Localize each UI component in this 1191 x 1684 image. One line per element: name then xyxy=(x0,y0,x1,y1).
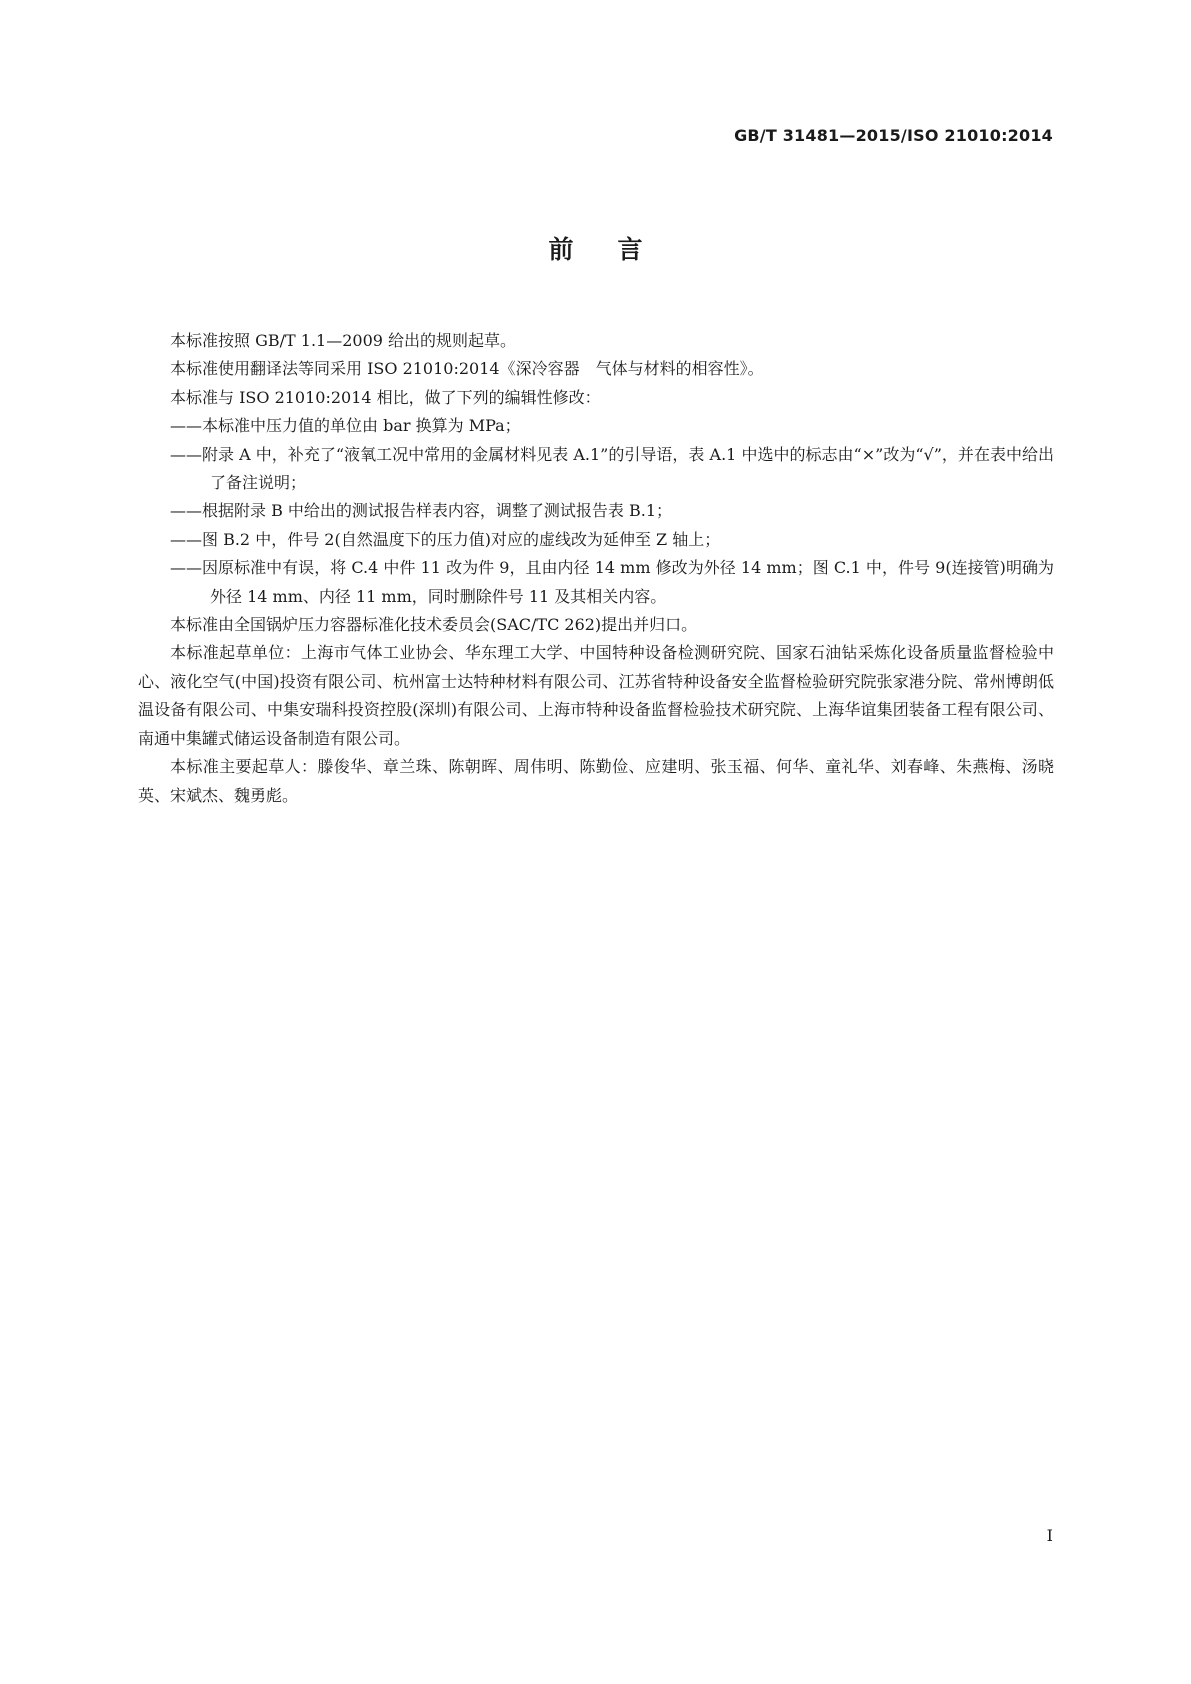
change-item-figure-b2: ——图 B.2 中，件号 2(自然温度下的压力值)对应的虚线改为延伸至 Z 轴上； xyxy=(170,529,721,549)
paragraph-changes-intro: 本标准与 ISO 21010:2014 相比，做了下列的编辑性修改： xyxy=(170,387,601,407)
foreword-body xyxy=(138,327,1054,810)
change-item-pressure-unit: ——本标准中压力值的单位由 bar 换算为 MPa； xyxy=(170,416,521,436)
paragraph-drafting-units: 本标准起草单位：上海市气体工业协会、华东理工大学、中国特种设备检测研究院、国家石油钻采炼化设备质量监督检验中心、液化空气(中国)投资有限公司、杭州富士达特种材料有限公司、江苏省特种设备安全监督检验研究院张家港分院、常州博朗低温设备有限公司、中集安瑞科投资控股(深圳)有限公司、上海市特种设备监督检验技术研究院、上海华谊集团装备工程有限公司、南通中集罐式储运设备制造有限公司。 xyxy=(138,643,1054,748)
change-item-test-report: ——根据附录 B 中给出的测试报告样表内容，调整了测试报告表 B.1； xyxy=(170,501,673,521)
paragraph-drafting-rules: 本标准按照 GB/T 1.1—2009 给出的规则起草。 xyxy=(170,331,517,350)
change-item-annex-a: ——附录 A 中，补充了“液氧工况中常用的金属材料见表 A.1”的引导语，表 A.1 中选中的标志由“×”改为“√”，并在表中给出了备注说明； xyxy=(170,444,1054,493)
paragraph-proposer: 本标准由全国锅炉压力容器标准化技术委员会(SAC/TC 262)提出并归口。 xyxy=(170,615,698,635)
page-number: I xyxy=(1046,1526,1053,1545)
page-title: 前言 xyxy=(548,235,687,264)
change-item-c4-correction: ——因原标准中有误，将 C.4 中件 11 改为件 9，且由内径 14 mm 修改为外径 14 mm；图 C.1 中，件号 9(连接管)明确为外径 14 mm、内径 11 mm，同时删除件号 11 及其相关内容。 xyxy=(170,558,1054,606)
standard-code-header: GB/T 31481—2015/ISO 21010:2014 xyxy=(734,126,1053,145)
paragraph-drafters: 本标准主要起草人：滕俊华、章兰珠、陈朝晖、周伟明、陈勤俭、应建明、张玉福、何华、童礼华、刘春峰、朱燕梅、汤晓英、宋斌杰、魏勇彪。 xyxy=(138,757,1054,805)
paragraph-adoption: 本标准使用翻译法等同采用 ISO 21010:2014《深冷容器 气体与材料的相容性》。 xyxy=(170,359,764,379)
